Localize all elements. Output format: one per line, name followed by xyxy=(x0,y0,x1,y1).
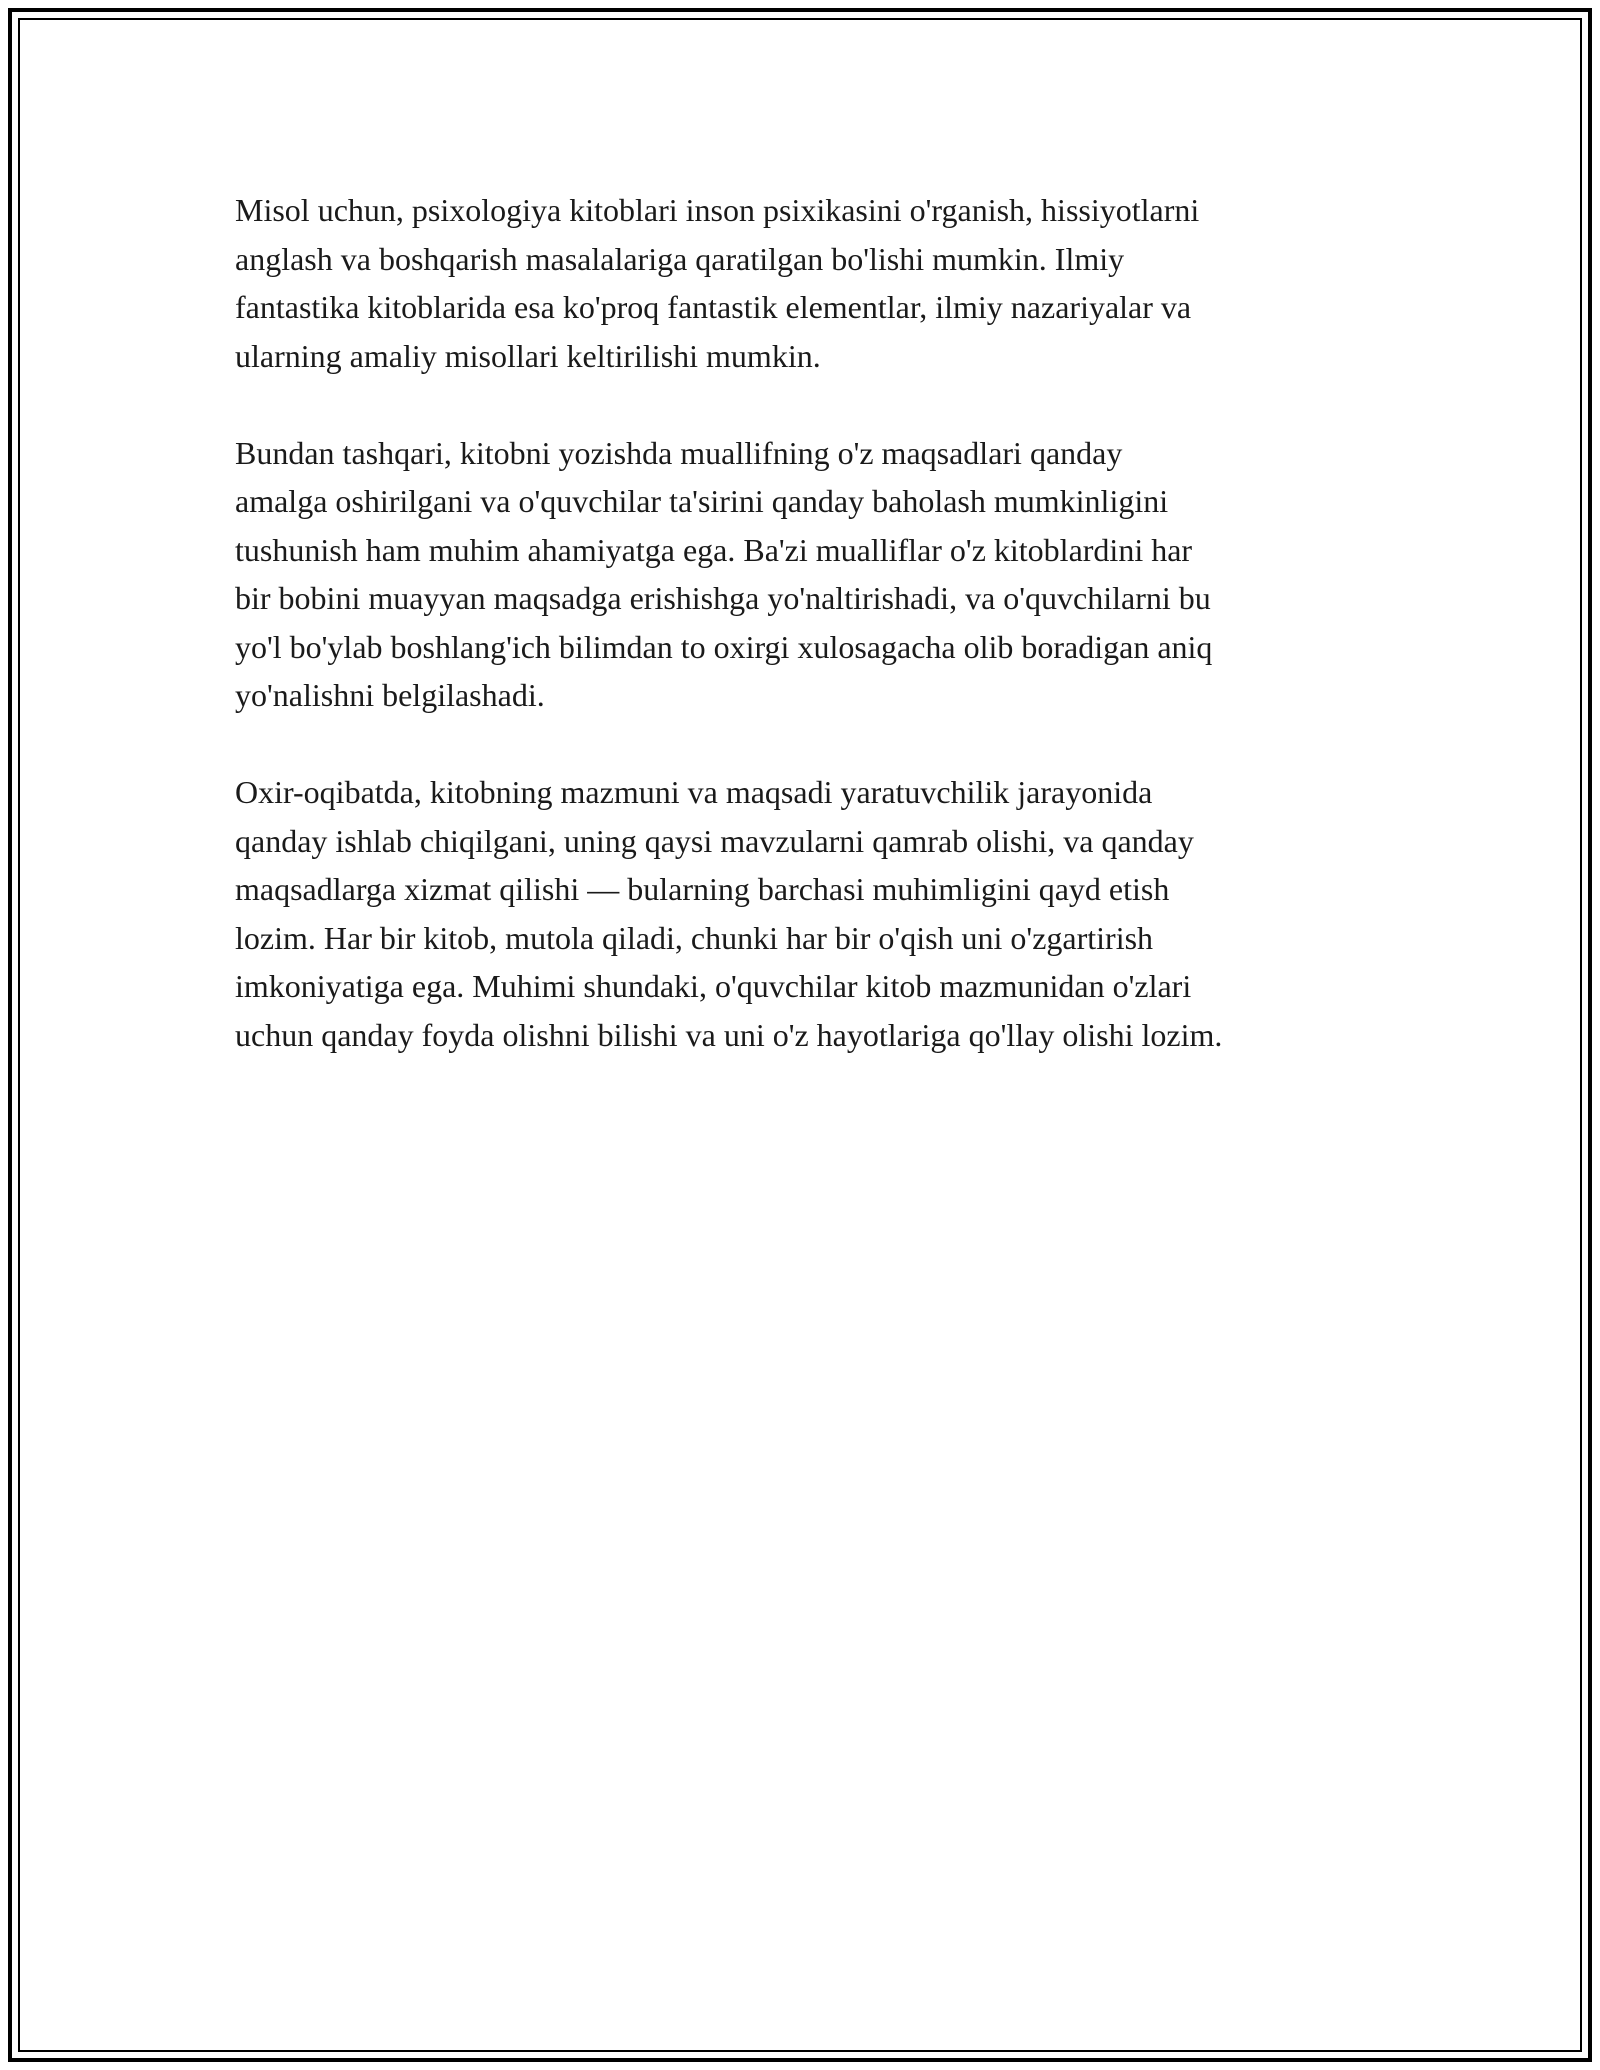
paragraph-3: Oxir-oqibatda, kitobning mazmuni va maqsadi yaratuvchilik jarayonida qanday ishlab chiqilgani, uning qaysi mavzularni qamrab olishi, va qanday maqsadlarga xizmat qilishi — bularning barchasi muhimligini qayd etish lozim. Har bir kitob, mutola qiladi, chunki har bir o'qish uni o'zgartirish imkoniyatiga ega. Muhimi shundaki, o'quvchilar kitob mazmunidan o'zlari uchun qanday foyda olishni bilishi va uni o'z hayotlariga qo'llay olishi lozim. xyxy=(235,774,1223,1053)
paragraph-1: Misol uchun, psixologiya kitoblari inson psixikasini o'rganish, hissiyotlarni anglash va boshqarish masalalariga qaratilgan bo'lishi mumkin. Ilmiy fantastika kitoblarida esa ko'proq fantastik elementlar, ilmiy nazariyalar va ularning amaliy misollari keltirilishi mumkin. xyxy=(235,192,1200,374)
paragraph-2: Bundan tashqari, kitobni yozishda muallifning o'z maqsadlari qanday amalga oshirilgani va o'quvchilar ta'sirini qanday baholash mumkinligini tushunish ham muhim ahamiyatga ega. Ba'zi mualliflar o'z kitoblardini har bir bobini muayyan maqsadga erishishga yo'naltirishadi, va o'quvchilarni bu yo'l bo'ylab boshlang'ich bilimdan to oxirgi xulosagacha olib boradigan aniq yo'nalishni belgilashadi. xyxy=(235,434,1213,713)
document-body xyxy=(235,186,1385,1108)
